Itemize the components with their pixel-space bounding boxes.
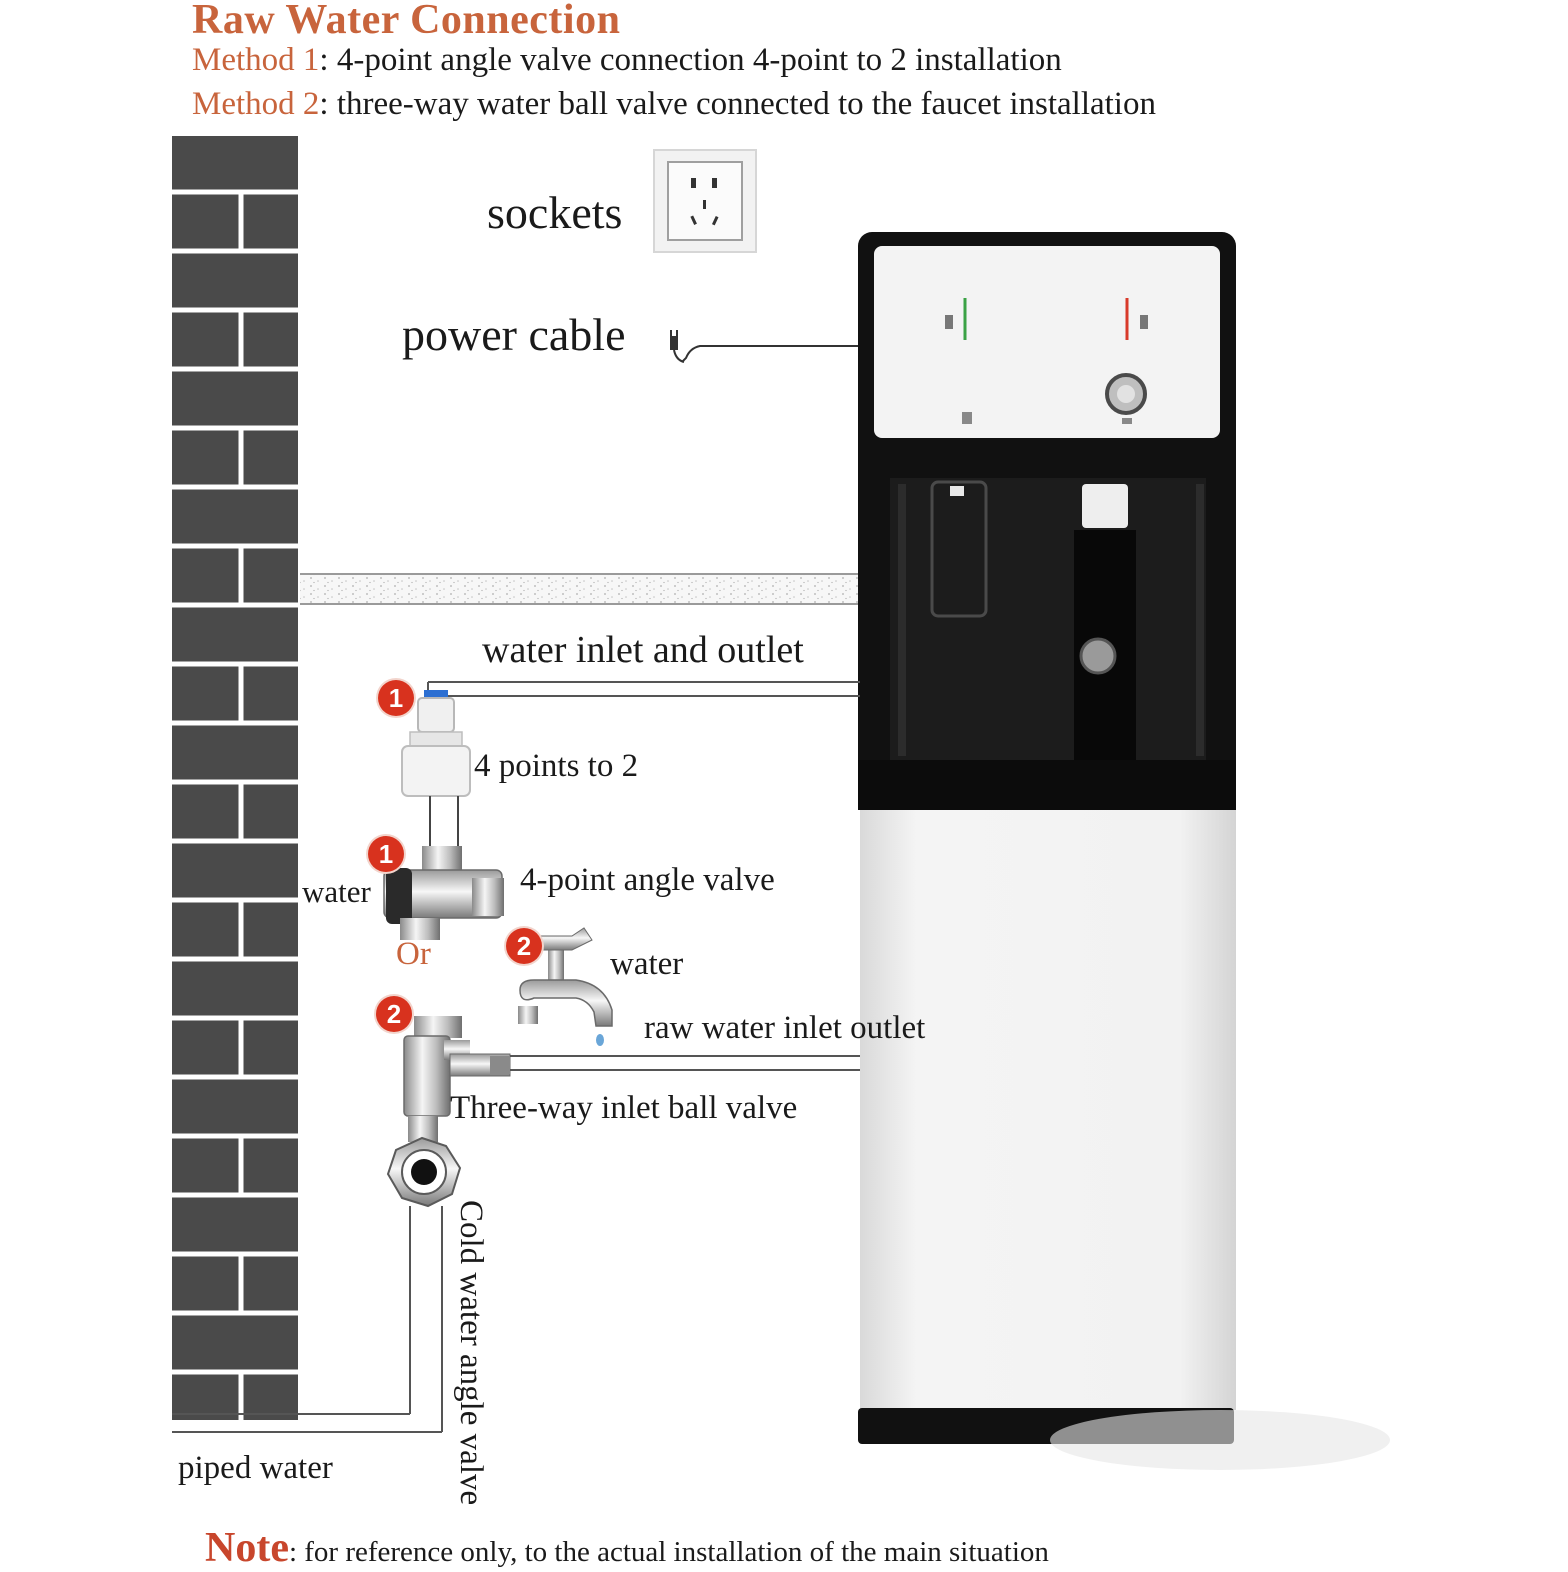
method-2-line xyxy=(192,86,1156,123)
method-1-text: : 4-point angle valve connection 4-point to 2 installation xyxy=(319,42,1062,78)
step-marker-1a: 1 xyxy=(378,680,414,716)
method-1-line xyxy=(192,42,1062,79)
water-label-left: water xyxy=(302,874,371,909)
step-marker-2a: 2 xyxy=(506,928,542,964)
method-2-text: : three-way water ball valve connected to the faucet installation xyxy=(319,86,1156,122)
water-inlet-outlet-label: water inlet and outlet xyxy=(482,629,804,671)
water-dispenser xyxy=(858,232,1390,1470)
footnote xyxy=(205,1524,1049,1572)
or-label: Or xyxy=(396,936,431,972)
brick-wall xyxy=(172,136,298,1420)
step-marker-2b: 2 xyxy=(376,996,412,1032)
three-way-valve-label: Three-way inlet ball valve xyxy=(450,1090,798,1126)
note-text: : for reference only, to the actual installation of the main situation xyxy=(288,1536,1049,1568)
raw-water-label: raw water inlet outlet xyxy=(644,1010,926,1046)
floor-band xyxy=(300,574,860,604)
note-word: Note xyxy=(205,1525,289,1571)
handwheel-icon xyxy=(388,1138,460,1206)
power-cable-label: power cable xyxy=(402,309,626,360)
inlet-pipes xyxy=(428,682,860,720)
method-2-label: Method 2 xyxy=(192,86,320,122)
four-points-to-2-label: 4 points to 2 xyxy=(474,748,639,784)
piped-water-label: piped water xyxy=(178,1450,333,1486)
method-1-label: Method 1 xyxy=(192,42,320,78)
diagram-title: Raw Water Connection xyxy=(192,0,621,43)
faucet-water-label: water xyxy=(610,946,684,982)
angle-valve-label: 4-point angle valve xyxy=(520,862,775,898)
sockets-label: sockets xyxy=(487,187,623,238)
step-marker-1b: 1 xyxy=(368,836,404,872)
power-cable xyxy=(670,330,858,362)
plug-icon xyxy=(670,330,684,362)
wall-socket-icon xyxy=(654,150,756,252)
connector-fitting-icon xyxy=(402,690,470,846)
cold-water-angle-valve-label: Cold water angle valve xyxy=(453,1200,489,1506)
